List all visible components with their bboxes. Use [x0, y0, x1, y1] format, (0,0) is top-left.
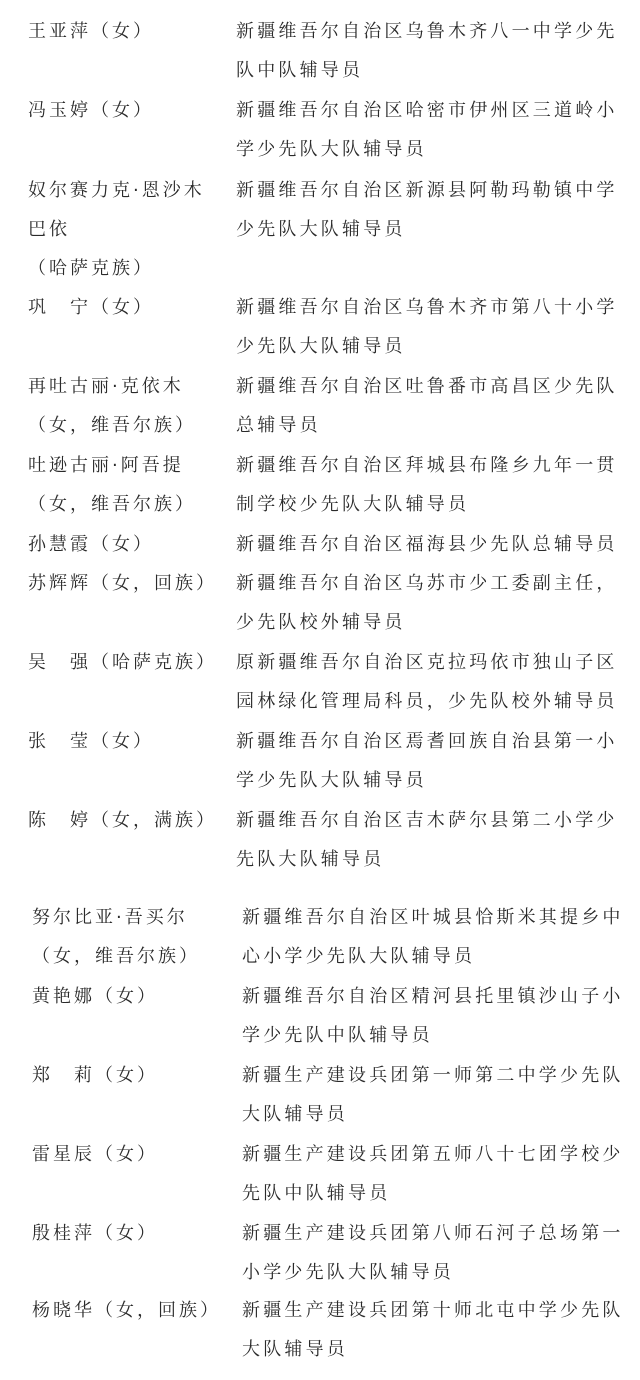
- person-name: 努尔比亚·吾买尔: [32, 907, 188, 928]
- person-title: 学少先队大队辅导员: [236, 139, 427, 160]
- person-title: 新疆维吾尔自治区乌鲁木齐八一中学少先: [236, 21, 618, 42]
- person-title: 新疆维吾尔自治区新源县阿勒玛勒镇中学: [236, 180, 618, 201]
- person-name: 黄艳娜（女）: [32, 986, 158, 1007]
- person-title: 少先队大队辅导员: [236, 336, 406, 357]
- person-name: 陈 婷（女，满族）: [28, 810, 217, 831]
- person-title: 大队辅导员: [242, 1104, 348, 1125]
- person-title: 少先队校外辅导员: [236, 612, 406, 633]
- person-name: 王亚萍（女）: [28, 21, 154, 42]
- person-name: 张 莹（女）: [28, 731, 154, 752]
- person-title: 新疆生产建设兵团第五师八十七团学校少: [242, 1144, 624, 1165]
- person-title: 新疆生产建设兵团第十师北屯中学少先队: [242, 1300, 624, 1321]
- person-name: 苏辉辉（女，回族）: [28, 573, 217, 594]
- person-title: 先队中队辅导员: [242, 1183, 391, 1204]
- person-name: 孙慧霞（女）: [28, 534, 154, 555]
- person-title: 先队大队辅导员: [236, 849, 385, 870]
- person-title: 新疆维吾尔自治区吉木萨尔县第二小学少: [236, 810, 618, 831]
- person-title: 新疆生产建设兵团第一师第二中学少先队: [242, 1065, 624, 1086]
- person-name: 殷桂萍（女）: [32, 1223, 158, 1244]
- person-title: 大队辅导员: [242, 1339, 348, 1360]
- person-title: 新疆维吾尔自治区吐鲁番市高昌区少先队: [236, 376, 618, 397]
- person-title: 原新疆维吾尔自治区克拉玛依市独山子区: [236, 652, 618, 673]
- person-name: 巩 宁（女）: [28, 297, 154, 318]
- person-title: 新疆维吾尔自治区叶城县恰斯米其提乡中: [242, 907, 624, 928]
- person-title: 新疆维吾尔自治区哈密市伊州区三道岭小: [236, 100, 618, 121]
- person-name: 奴尔赛力克·恩沙木: [28, 180, 205, 201]
- person-title: 学少先队大队辅导员: [236, 770, 427, 791]
- person-title: 新疆维吾尔自治区焉耆回族自治县第一小: [236, 731, 618, 752]
- person-title: 心小学少先队大队辅导员: [242, 946, 476, 967]
- person-name: 吴 强（哈萨克族）: [28, 652, 217, 673]
- person-ethnicity: （哈萨克族）: [28, 258, 154, 279]
- person-title: 队中队辅导员: [236, 60, 364, 81]
- person-name: 冯玉婷（女）: [28, 100, 154, 121]
- person-name: 杨晓华（女，回族）: [32, 1300, 221, 1321]
- person-title: 新疆维吾尔自治区福海县少先队总辅导员: [236, 534, 618, 555]
- person-title: 新疆维吾尔自治区乌鲁木齐市第八十小学: [236, 297, 618, 318]
- person-title: 新疆维吾尔自治区精河县托里镇沙山子小: [242, 986, 624, 1007]
- person-ethnicity: （女，维吾尔族）: [28, 415, 196, 436]
- person-title: 小学少先队大队辅导员: [242, 1262, 454, 1283]
- person-title: 新疆生产建设兵团第八师石河子总场第一: [242, 1223, 624, 1244]
- person-name: 雷星辰（女）: [32, 1144, 158, 1165]
- person-name: 郑 莉（女）: [32, 1065, 158, 1086]
- person-title: 总辅导员: [236, 415, 321, 436]
- person-title: 新疆维吾尔自治区乌苏市少工委副主任，: [236, 573, 618, 594]
- person-title: 少先队大队辅导员: [236, 219, 406, 240]
- person-ethnicity: （女，维吾尔族）: [28, 494, 196, 515]
- person-title: 学少先队中队辅导员: [242, 1025, 433, 1046]
- person-title: 新疆维吾尔自治区拜城县布隆乡九年一贯: [236, 455, 618, 476]
- person-title: 制学校少先队大队辅导员: [236, 494, 470, 515]
- person-ethnicity: （女，维吾尔族）: [32, 946, 200, 967]
- person-name: 巴依: [28, 219, 70, 240]
- person-title: 园林绿化管理局科员，少先队校外辅导员: [236, 691, 618, 712]
- person-name: 吐逊古丽·阿吾提: [28, 455, 184, 476]
- person-name: 再吐古丽·克依木: [28, 376, 184, 397]
